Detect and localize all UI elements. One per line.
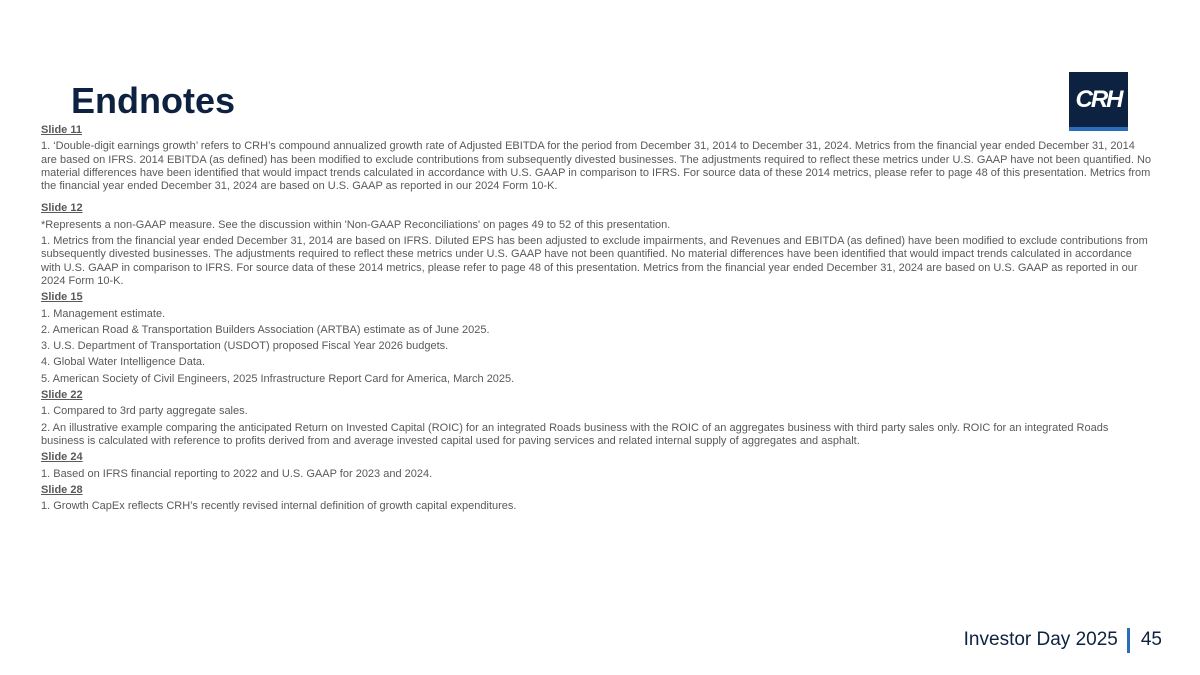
slide-heading: Slide 11: [41, 124, 82, 136]
endnote-item: *Represents a non-GAAP measure. See the discussion within 'Non-GAAP Reconciliations' on pages 49 to 52 of this presentation.: [41, 218, 671, 231]
endnote-block: [41, 291, 1151, 386]
page-title: Endnotes: [71, 80, 236, 121]
endnote-block: [41, 484, 1151, 514]
slide-heading: Slide 15: [41, 291, 83, 304]
endnote-item: 1. Metrics from the financial year ended December 31, 2014 are based on IFRS. Diluted EPS has been adjusted to exclude impairments, and Revenues and EBITDA (as defined) have been modified to exclude contributions from subsequently divested businesses. The adjustments required to reflect these metrics under U.S. GAAP have not been quantified. No material differences have been identified that would impact trends calculated in accordance with U.S. GAAP in comparison to IFRS. For source data of these 2014 metrics, please refer to page 48 of this presentation. Metrics from the financial year ended December 31, 2024 are based on U.S. GAAP as reported in our 2024 Form 10-K.: [41, 235, 1148, 287]
endnote-block: [41, 451, 1151, 481]
footer-divider: [1127, 628, 1130, 653]
endnote-block: [41, 202, 1151, 288]
slide-heading: Slide 24: [41, 451, 83, 464]
footer: [964, 627, 1162, 653]
page-number: 45: [1140, 629, 1162, 650]
endnote-item: 1. ‘Double-digit earnings growth’ refers to CRH’s compound annualized growth rate of Adjusted EBITDA for the period from December 31, 2014 to December 31, 2024. Metrics from the financial year ended December 31, 2014 are based on IFRS. 2014 EBITDA (as defined) has been modified to exclude contributions from subsequently divested businesses. The adjustments required to reflect these metrics under U.S. GAAP have not been quantified. No material differences have been identified that would impact trends calculated in accordance with U.S. GAAP in comparison to IFRS. For source data of these 2014 metrics, please refer to page 48 of this presentation. Metrics from the financial year ended December 31, 2024 are based on U.S. GAAP as reported in our 2024 Form 10-K.: [41, 140, 1152, 193]
slide-heading: Slide 28: [41, 483, 83, 496]
logo-wordmark: CRH: [1075, 86, 1122, 113]
endnote-item: 3. U.S. Department of Transportation (USDOT) proposed Fiscal Year 2026 budgets.: [41, 340, 449, 353]
endnote-block: [41, 124, 1151, 193]
endnote-item: 1. Growth CapEx reflects CRH’s recently revised internal definition of growth capital expenditures.: [41, 500, 517, 513]
endnote-block: [41, 389, 1151, 448]
endnote-item: 5. American Society of Civil Engineers, 2025 Infrastructure Report Card for America, March 2025.: [41, 372, 515, 385]
endnote-item: 2. American Road & Transportation Builders Association (ARTBA) estimate as of June 2025.: [41, 323, 490, 336]
slide-heading: Slide 22: [41, 389, 83, 402]
crh-logo: [1069, 72, 1128, 131]
endnotes-list: [41, 124, 1151, 516]
endnote-item: 1. Compared to 3rd party aggregate sales.: [41, 405, 248, 418]
footer-event-name: Investor Day 2025: [963, 629, 1118, 650]
slide-heading: Slide 12: [41, 202, 83, 215]
endnote-item: 1. Management estimate.: [41, 307, 166, 320]
endnote-item: 2. An illustrative example comparing the anticipated Return on Invested Capital (ROIC) for an integrated Roads business with the ROIC of an aggregates business with third party sales only. ROIC for an integrated Roads business is calculated with reference to profits derived from and average invested capital used for paving services and related internal supply of aggregates and asphalt.: [41, 421, 1109, 447]
endnote-item: 1. Based on IFRS financial reporting to 2022 and U.S. GAAP for 2023 and 2024.: [41, 467, 433, 480]
endnote-item: 4. Global Water Intelligence Data.: [41, 356, 206, 369]
